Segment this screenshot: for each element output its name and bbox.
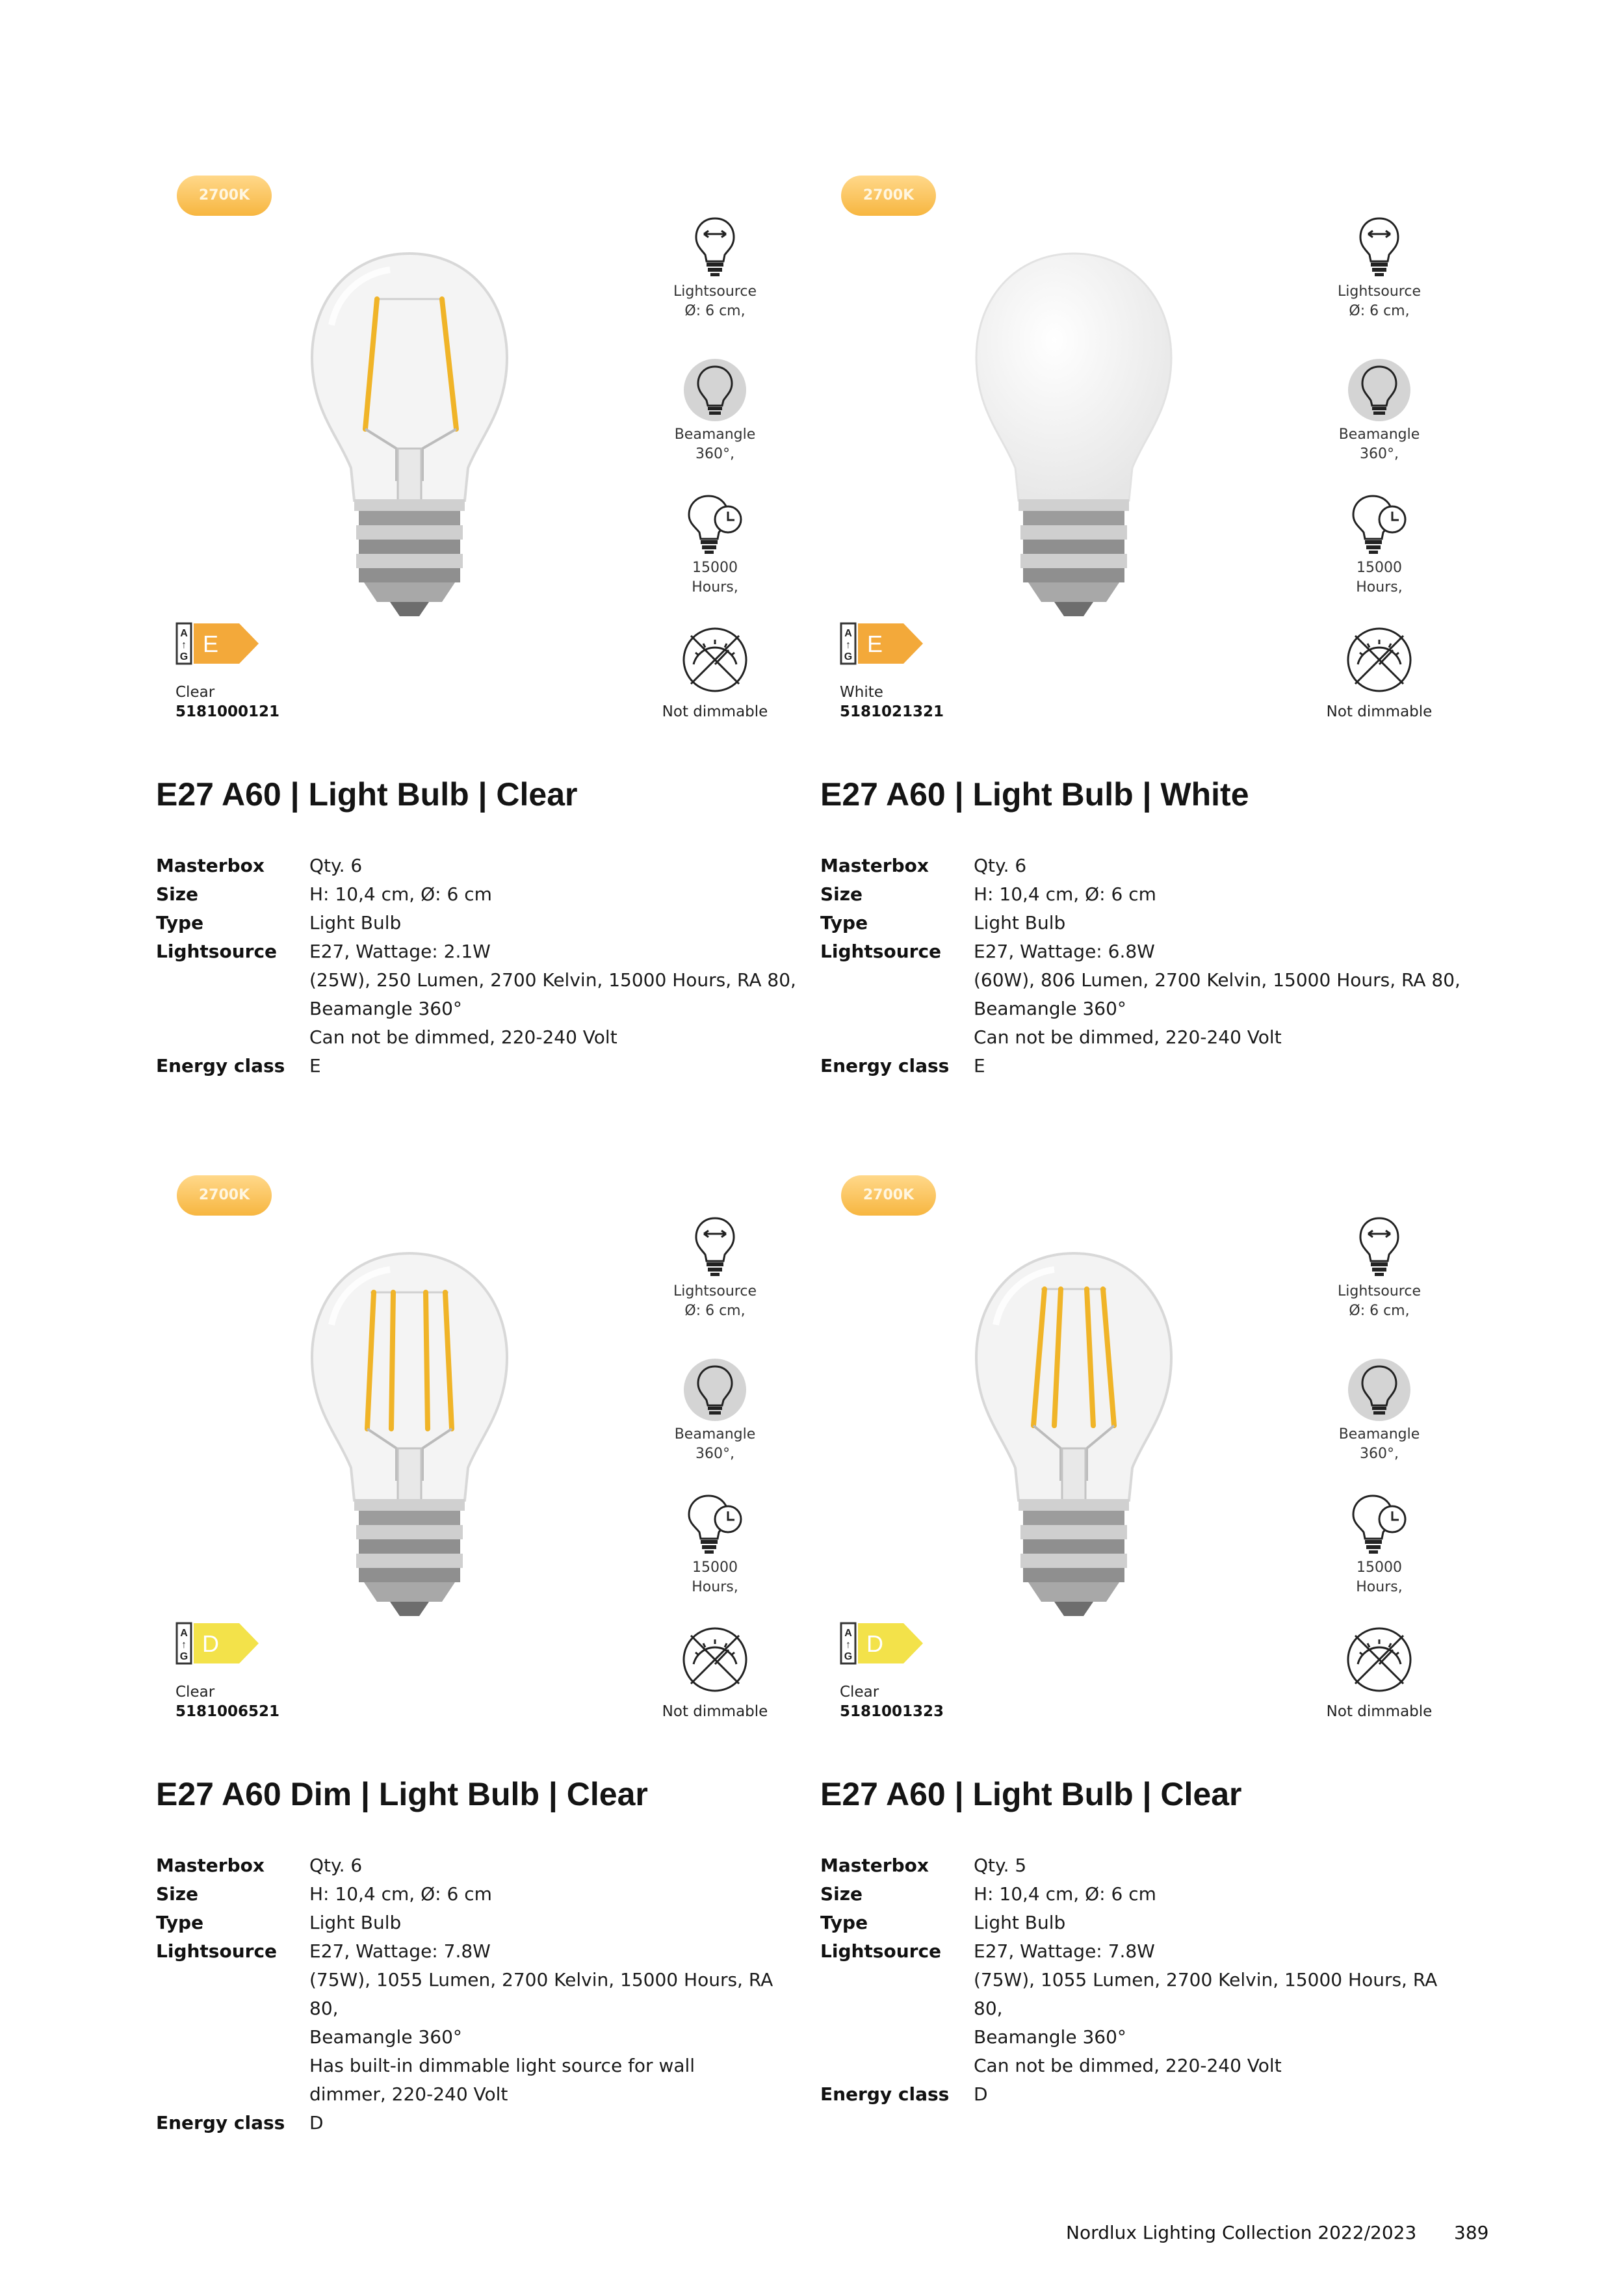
product-title: E27 A60 | Light Bulb | Clear <box>820 1776 1242 1812</box>
spec-value: Beamangle 360° <box>974 2026 1126 2048</box>
lifetime-hours-icon <box>682 1491 747 1556</box>
beamangle-value: 360°, <box>1360 446 1399 462</box>
energy-scale-arrow: ↑ <box>846 1639 851 1650</box>
spec-table <box>820 852 1470 1080</box>
spec-value: D <box>309 2112 324 2133</box>
variant-label: Clear <box>175 1684 215 1701</box>
spec-key: Size <box>820 883 863 905</box>
lightsource-label: Lightsource <box>1338 1283 1421 1299</box>
energy-label-icon <box>840 621 924 666</box>
spec-value: E <box>309 1055 321 1076</box>
beamangle-label: Beamangle <box>1338 426 1420 443</box>
spec-key: Lightsource <box>156 941 278 962</box>
energy-scale-arrow: ↑ <box>846 640 851 651</box>
lifetime-hours-icon <box>1347 491 1412 556</box>
dimmable-feature <box>650 1624 780 1695</box>
spec-key <box>820 1023 974 1052</box>
spec-key: Type <box>820 912 868 933</box>
dimmable-feature <box>1314 1624 1444 1695</box>
page-number: 389 <box>1454 2222 1489 2243</box>
spec-row <box>820 995 1470 1023</box>
spec-key <box>820 1966 974 2023</box>
spec-key: Masterbox <box>156 855 265 876</box>
spec-key: Size <box>156 883 199 905</box>
dimmable-feature <box>1314 624 1444 696</box>
spec-row <box>156 2052 806 2080</box>
spec-key: Type <box>156 912 204 933</box>
spec-value: E27, Wattage: 7.8W <box>974 1940 1155 1962</box>
bulb-diameter-icon <box>692 215 738 280</box>
not-dimmable-label: Not dimmable <box>1326 703 1433 720</box>
not-dimmable-label: Not dimmable <box>662 703 768 720</box>
product-card <box>156 1175 806 2137</box>
energy-scale-arrow: ↑ <box>181 1639 187 1650</box>
spec-value: H: 10,4 cm, Ø: 6 cm <box>974 883 1156 905</box>
spec-value: Beamangle 360° <box>309 2026 462 2048</box>
spec-row <box>820 1937 1470 1966</box>
beamangle-value: 360°, <box>695 1446 734 1462</box>
spec-row <box>820 2023 1470 2052</box>
product-card <box>156 176 806 1138</box>
spec-key <box>820 966 974 995</box>
spec-key <box>156 2052 309 2080</box>
product-image-clear-filament-bulb <box>286 241 533 637</box>
spec-table <box>156 1851 806 2137</box>
spec-key: Type <box>820 1912 868 1933</box>
lightsource-feature <box>1314 215 1444 321</box>
spec-table <box>820 1851 1470 2109</box>
beamangle-feature <box>650 1357 780 1464</box>
spec-row <box>156 852 806 880</box>
beamangle-icon <box>682 358 747 423</box>
energy-class-letter: E <box>202 631 219 657</box>
spec-key <box>156 2023 309 2052</box>
lightsource-feature <box>1314 1214 1444 1321</box>
spec-row <box>156 1909 806 1937</box>
diameter-value: Ø: 6 cm, <box>684 303 746 319</box>
spec-key: Type <box>156 1912 204 1933</box>
spec-key: Energy class <box>820 1055 950 1076</box>
spec-value: Has built-in dimmable light source for wall <box>309 2055 695 2076</box>
energy-scale-bottom: G <box>844 651 853 662</box>
spec-value: E27, Wattage: 2.1W <box>309 941 491 962</box>
energy-class-letter: E <box>866 631 883 657</box>
spec-value: Light Bulb <box>309 1912 402 1933</box>
spec-value: D <box>974 2083 988 2105</box>
beamangle-feature <box>1314 358 1444 464</box>
spec-value: Light Bulb <box>974 1912 1066 1933</box>
product-card <box>820 176 1470 1138</box>
energy-scale-bottom: G <box>844 1651 853 1662</box>
product-image-clear-filament-bulb <box>950 1240 1197 1637</box>
spec-key: Lightsource <box>820 1940 942 1962</box>
lifetime-feature <box>1314 491 1444 597</box>
spec-key: Energy class <box>820 2083 950 2105</box>
not-dimmable-label: Not dimmable <box>1326 1703 1433 1720</box>
product-image-white-bulb <box>950 241 1197 637</box>
lightsource-label: Lightsource <box>1338 283 1421 300</box>
lifetime-feature <box>650 491 780 597</box>
lifetime-hours-icon <box>1347 1491 1412 1556</box>
product-image-clear-filament-bulb <box>286 1240 533 1637</box>
dimmable-feature <box>650 624 780 696</box>
lifetime-feature <box>1314 1491 1444 1597</box>
spec-key <box>820 2052 974 2080</box>
diameter-value: Ø: 6 cm, <box>1349 303 1410 319</box>
spec-row <box>820 2052 1470 2080</box>
product-title: E27 A60 Dim | Light Bulb | Clear <box>156 1776 648 1812</box>
spec-row <box>156 1052 806 1080</box>
spec-value: E <box>974 1055 985 1076</box>
beamangle-icon <box>1347 1357 1412 1422</box>
spec-value: H: 10,4 cm, Ø: 6 cm <box>974 1883 1156 1905</box>
beamangle-feature <box>1314 1357 1444 1464</box>
spec-value: E27, Wattage: 6.8W <box>974 941 1155 962</box>
spec-row <box>820 852 1470 880</box>
kelvin-badge: 2700K <box>177 1175 272 1216</box>
spec-key: Lightsource <box>820 941 942 962</box>
spec-value: H: 10,4 cm, Ø: 6 cm <box>309 883 492 905</box>
spec-key: Masterbox <box>820 855 929 876</box>
spec-value: Qty. 6 <box>309 1855 363 1876</box>
hours-unit: Hours, <box>1356 579 1403 595</box>
beamangle-value: 360°, <box>695 446 734 462</box>
product-title: E27 A60 | Light Bulb | Clear <box>156 776 578 813</box>
spec-key: Energy class <box>156 1055 285 1076</box>
hours-value: 15000 <box>692 560 738 576</box>
variant-label: White <box>840 684 883 701</box>
hours-unit: Hours, <box>692 1579 738 1595</box>
spec-key <box>156 2080 309 2109</box>
variant-label: Clear <box>175 684 215 701</box>
spec-row <box>156 1880 806 1909</box>
spec-key: Lightsource <box>156 1940 278 1962</box>
spec-value: Qty. 6 <box>974 855 1027 876</box>
spec-value: Qty. 5 <box>974 1855 1027 1876</box>
spec-value: Qty. 6 <box>309 855 363 876</box>
hours-value: 15000 <box>1357 560 1402 576</box>
energy-scale-top: A <box>180 628 188 639</box>
beamangle-label: Beamangle <box>674 1426 756 1442</box>
spec-row <box>156 937 806 966</box>
not-dimmable-icon <box>1344 1624 1415 1695</box>
spec-row <box>820 966 1470 995</box>
spec-value: Beamangle 360° <box>309 998 462 1019</box>
product-code: 5181021321 <box>840 703 944 720</box>
lightsource-feature <box>650 215 780 321</box>
product-code: 5181001323 <box>840 1703 944 1720</box>
spec-value: Light Bulb <box>309 912 402 933</box>
spec-key: Masterbox <box>820 1855 929 1876</box>
spec-row <box>820 880 1470 909</box>
spec-key <box>820 995 974 1023</box>
spec-row <box>156 2023 806 2052</box>
hours-value: 15000 <box>1357 1559 1402 1576</box>
spec-value: dimmer, 220-240 Volt <box>309 2083 508 2105</box>
energy-label-icon <box>175 1621 260 1666</box>
spec-row <box>820 937 1470 966</box>
not-dimmable-label: Not dimmable <box>662 1703 768 1720</box>
product-code: 5181006521 <box>175 1703 280 1720</box>
lightsource-feature <box>650 1214 780 1321</box>
bulb-diameter-icon <box>1357 215 1402 280</box>
energy-scale-top: A <box>844 1628 852 1639</box>
kelvin-badge: 2700K <box>177 176 272 216</box>
spec-value: (75W), 1055 Lumen, 2700 Kelvin, 15000 Hours, RA 80, <box>974 1969 1438 2019</box>
lifetime-feature <box>650 1491 780 1597</box>
spec-row <box>156 995 806 1023</box>
hours-value: 15000 <box>692 1559 738 1576</box>
spec-row <box>156 1851 806 1880</box>
spec-value: Can not be dimmed, 220-240 Volt <box>309 1026 617 1048</box>
kelvin-badge: 2700K <box>841 176 936 216</box>
spec-row <box>156 909 806 937</box>
beamangle-icon <box>682 1357 747 1422</box>
hours-unit: Hours, <box>692 579 738 595</box>
energy-label-icon <box>175 621 260 666</box>
energy-label-icon <box>840 1621 924 1666</box>
spec-value: (60W), 806 Lumen, 2700 Kelvin, 15000 Hours, RA 80, <box>974 969 1461 991</box>
spec-key <box>156 1966 309 2023</box>
spec-value: E27, Wattage: 7.8W <box>309 1940 491 1962</box>
spec-value: Beamangle 360° <box>974 998 1126 1019</box>
beamangle-label: Beamangle <box>674 426 756 443</box>
spec-key: Masterbox <box>156 1855 265 1876</box>
spec-row <box>156 2109 806 2137</box>
kelvin-badge: 2700K <box>841 1175 936 1216</box>
beamangle-feature <box>650 358 780 464</box>
product-title: E27 A60 | Light Bulb | White <box>820 776 1249 813</box>
variant-label: Clear <box>840 1684 879 1701</box>
spec-row <box>820 1023 1470 1052</box>
spec-row <box>156 966 806 995</box>
not-dimmable-icon <box>679 1624 751 1695</box>
spec-row <box>156 880 806 909</box>
lightsource-label: Lightsource <box>673 1283 757 1299</box>
spec-key: Size <box>156 1883 199 1905</box>
bulb-diameter-icon <box>692 1214 738 1279</box>
spec-row <box>820 1966 1470 2023</box>
beamangle-label: Beamangle <box>1338 1426 1420 1442</box>
spec-row <box>820 1851 1470 1880</box>
product-card <box>820 1175 1470 2137</box>
energy-scale-top: A <box>180 1628 188 1639</box>
energy-scale-bottom: G <box>179 651 188 662</box>
beamangle-icon <box>1347 358 1412 423</box>
diameter-value: Ø: 6 cm, <box>684 1303 746 1319</box>
spec-key: Energy class <box>156 2112 285 2133</box>
spec-key <box>156 995 309 1023</box>
energy-scale-bottom: G <box>179 1651 188 1662</box>
spec-row <box>156 2080 806 2109</box>
not-dimmable-icon <box>679 624 751 696</box>
spec-value: (75W), 1055 Lumen, 2700 Kelvin, 15000 Hours, RA 80, <box>309 1969 773 2019</box>
spec-key <box>156 966 309 995</box>
collection-name: Nordlux Lighting Collection 2022/2023 <box>1066 2222 1417 2243</box>
spec-row <box>156 1966 806 2023</box>
spec-value: Light Bulb <box>974 912 1066 933</box>
lifetime-hours-icon <box>682 491 747 556</box>
not-dimmable-icon <box>1344 624 1415 696</box>
spec-row <box>156 1937 806 1966</box>
spec-row <box>156 1023 806 1052</box>
spec-value: (25W), 250 Lumen, 2700 Kelvin, 15000 Hours, RA 80, <box>309 969 796 991</box>
spec-key <box>156 1023 309 1052</box>
spec-row <box>820 1052 1470 1080</box>
energy-class-letter: D <box>866 1630 883 1657</box>
energy-scale-arrow: ↑ <box>181 640 187 651</box>
spec-key <box>820 2023 974 2052</box>
hours-unit: Hours, <box>1356 1579 1403 1595</box>
energy-scale-top: A <box>844 628 852 639</box>
spec-value: Can not be dimmed, 220-240 Volt <box>974 2055 1282 2076</box>
spec-row <box>820 2080 1470 2109</box>
spec-key: Size <box>820 1883 863 1905</box>
energy-class-letter: D <box>202 1630 219 1657</box>
diameter-value: Ø: 6 cm, <box>1349 1303 1410 1319</box>
spec-value: Can not be dimmed, 220-240 Volt <box>974 1026 1282 1048</box>
product-code: 5181000121 <box>175 703 280 720</box>
spec-table <box>156 852 806 1080</box>
spec-row <box>820 1909 1470 1937</box>
lightsource-label: Lightsource <box>673 283 757 300</box>
bulb-diameter-icon <box>1357 1214 1402 1279</box>
spec-value: H: 10,4 cm, Ø: 6 cm <box>309 1883 492 1905</box>
beamangle-value: 360°, <box>1360 1446 1399 1462</box>
spec-row <box>820 909 1470 937</box>
spec-row <box>820 1880 1470 1909</box>
